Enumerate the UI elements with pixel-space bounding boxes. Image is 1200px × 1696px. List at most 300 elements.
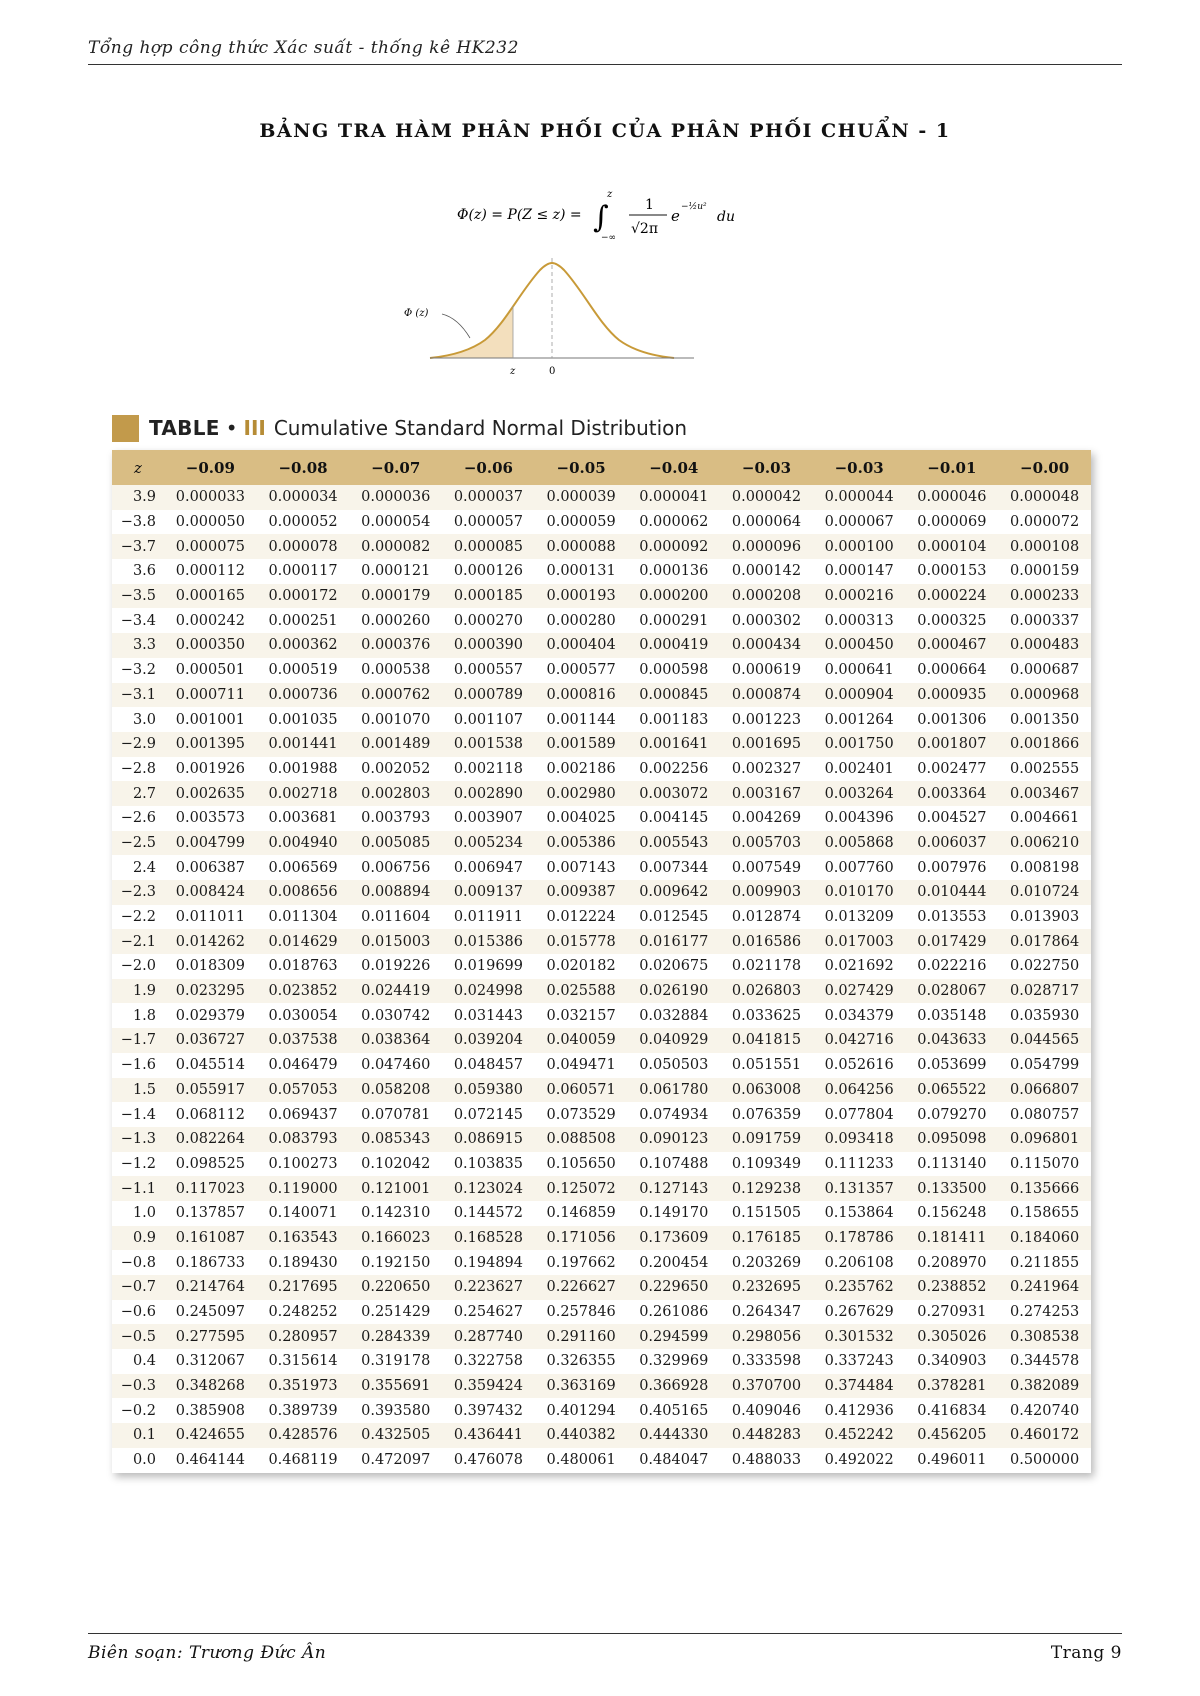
probability-cell: 0.476078 — [442, 1448, 535, 1473]
probability-cell: 0.355691 — [349, 1374, 442, 1399]
probability-cell: 0.420740 — [998, 1398, 1091, 1423]
probability-cell: 0.424655 — [164, 1423, 257, 1448]
z-value-cell: 0.0 — [112, 1448, 164, 1473]
page-number: Trang 9 — [1050, 1643, 1122, 1663]
probability-cell: 0.254627 — [442, 1300, 535, 1325]
probability-cell: 0.374484 — [813, 1374, 906, 1399]
probability-cell: 0.012545 — [627, 905, 720, 930]
probability-cell: 0.000260 — [349, 608, 442, 633]
table-row — [112, 1176, 1091, 1201]
probability-cell: 0.267629 — [813, 1300, 906, 1325]
probability-cell: 0.000390 — [442, 633, 535, 658]
probability-cell: 0.000557 — [442, 658, 535, 683]
probability-cell: 0.452242 — [813, 1423, 906, 1448]
probability-cell: 0.040929 — [627, 1028, 720, 1053]
probability-cell: 0.000404 — [535, 633, 628, 658]
probability-cell: 0.000052 — [257, 510, 350, 535]
probability-cell: 0.010724 — [998, 880, 1091, 905]
probability-cell: 0.366928 — [627, 1374, 720, 1399]
probability-cell: 0.000059 — [535, 510, 628, 535]
probability-cell: 0.393580 — [349, 1398, 442, 1423]
probability-cell: 0.000165 — [164, 584, 257, 609]
probability-cell: 0.000088 — [535, 534, 628, 559]
z-value-cell: 3.0 — [112, 707, 164, 732]
probability-cell: 0.409046 — [720, 1398, 813, 1423]
probability-cell: 0.000121 — [349, 559, 442, 584]
probability-cell: 0.315614 — [257, 1349, 350, 1374]
probability-cell: 0.000100 — [813, 534, 906, 559]
column-header: −0.06 — [442, 450, 535, 485]
table-caption: Cumulative Standard Normal Distribution — [273, 416, 688, 440]
probability-cell: 0.194894 — [442, 1250, 535, 1275]
probability-cell: 0.000968 — [998, 683, 1091, 708]
probability-cell: 0.007760 — [813, 855, 906, 880]
header-row — [112, 450, 1091, 485]
probability-cell: 0.068112 — [164, 1102, 257, 1127]
probability-cell: 0.448283 — [720, 1423, 813, 1448]
probability-cell: 0.211855 — [998, 1250, 1091, 1275]
column-header: −0.01 — [906, 450, 999, 485]
probability-cell: 0.428576 — [257, 1423, 350, 1448]
probability-cell: 0.001001 — [164, 707, 257, 732]
probability-cell: 0.280957 — [257, 1324, 350, 1349]
probability-cell: 0.133500 — [906, 1176, 999, 1201]
probability-cell: 0.077804 — [813, 1102, 906, 1127]
probability-cell: 0.270931 — [906, 1300, 999, 1325]
probability-cell: 0.000034 — [257, 485, 350, 510]
z-value-cell: −2.3 — [112, 880, 164, 905]
z-value-cell: −2.5 — [112, 831, 164, 856]
table-heading-swatch — [112, 415, 139, 442]
probability-cell: 0.000112 — [164, 559, 257, 584]
probability-cell: 0.412936 — [813, 1398, 906, 1423]
probability-cell: 0.013209 — [813, 905, 906, 930]
table-row — [112, 510, 1091, 535]
probability-cell: 0.012224 — [535, 905, 628, 930]
probability-cell: 0.003167 — [720, 781, 813, 806]
probability-cell: 0.008656 — [257, 880, 350, 905]
probability-cell: 0.002327 — [720, 757, 813, 782]
probability-cell: 0.001489 — [349, 732, 442, 757]
probability-cell: 0.002052 — [349, 757, 442, 782]
probability-cell: 0.000467 — [906, 633, 999, 658]
probability-cell: 0.006037 — [906, 831, 999, 856]
probability-cell: 0.397432 — [442, 1398, 535, 1423]
probability-cell: 0.030742 — [349, 1003, 442, 1028]
z-value-cell: −2.6 — [112, 806, 164, 831]
table-row — [112, 707, 1091, 732]
probability-cell: 0.095098 — [906, 1127, 999, 1152]
probability-cell: 0.072145 — [442, 1102, 535, 1127]
probability-cell: 0.161087 — [164, 1226, 257, 1251]
probability-cell: 0.000044 — [813, 485, 906, 510]
probability-cell: 0.340903 — [906, 1349, 999, 1374]
probability-cell: 0.232695 — [720, 1275, 813, 1300]
probability-cell: 0.003072 — [627, 781, 720, 806]
probability-cell: 0.131357 — [813, 1176, 906, 1201]
probability-cell: 0.000042 — [720, 485, 813, 510]
probability-cell: 0.006756 — [349, 855, 442, 880]
probability-cell: 0.001750 — [813, 732, 906, 757]
probability-cell: 0.098525 — [164, 1152, 257, 1177]
probability-cell: 0.000519 — [257, 658, 350, 683]
z-value-cell: −3.2 — [112, 658, 164, 683]
probability-cell: 0.156248 — [906, 1201, 999, 1226]
probability-cell: 0.500000 — [998, 1448, 1091, 1473]
probability-cell: 0.003573 — [164, 806, 257, 831]
probability-cell: 0.416834 — [906, 1398, 999, 1423]
probability-cell: 0.002803 — [349, 781, 442, 806]
probability-cell: 0.003681 — [257, 806, 350, 831]
probability-cell: 0.000069 — [906, 510, 999, 535]
probability-cell: 0.018309 — [164, 954, 257, 979]
probability-cell: 0.484047 — [627, 1448, 720, 1473]
probability-cell: 0.184060 — [998, 1226, 1091, 1251]
table-row — [112, 1324, 1091, 1349]
table-row — [112, 1102, 1091, 1127]
probability-cell: 0.006947 — [442, 855, 535, 880]
probability-cell: 0.000050 — [164, 510, 257, 535]
probability-cell: 0.085343 — [349, 1127, 442, 1152]
table-row — [112, 979, 1091, 1004]
probability-cell: 0.109349 — [720, 1152, 813, 1177]
table-row — [112, 831, 1091, 856]
probability-cell: 0.001144 — [535, 707, 628, 732]
probability-cell: 0.001107 — [442, 707, 535, 732]
probability-cell: 0.245097 — [164, 1300, 257, 1325]
probability-cell: 0.178786 — [813, 1226, 906, 1251]
z-column-header: z — [112, 450, 164, 485]
probability-cell: 0.107488 — [627, 1152, 720, 1177]
normal-curve-figure — [404, 248, 770, 378]
probability-cell: 0.005868 — [813, 831, 906, 856]
probability-cell: 0.013553 — [906, 905, 999, 930]
probability-cell: 0.344578 — [998, 1349, 1091, 1374]
probability-cell: 0.007143 — [535, 855, 628, 880]
column-header: −0.04 — [627, 450, 720, 485]
probability-cell: 0.189430 — [257, 1250, 350, 1275]
cdf-formula — [455, 185, 755, 245]
probability-cell: 0.079270 — [906, 1102, 999, 1127]
column-header: −0.05 — [535, 450, 628, 485]
probability-cell: 0.000302 — [720, 608, 813, 633]
probability-cell: 0.082264 — [164, 1127, 257, 1152]
table-row — [112, 1152, 1091, 1177]
probability-cell: 0.000216 — [813, 584, 906, 609]
probability-cell: 0.024998 — [442, 979, 535, 1004]
table-heading — [112, 413, 687, 443]
table-row — [112, 1374, 1091, 1399]
probability-cell: 0.036727 — [164, 1028, 257, 1053]
probability-cell: 0.011911 — [442, 905, 535, 930]
probability-cell: 0.000350 — [164, 633, 257, 658]
table-row — [112, 1398, 1091, 1423]
probability-cell: 0.032157 — [535, 1003, 628, 1028]
zero-tick-label: 0 — [549, 366, 556, 377]
column-header: −0.03 — [813, 450, 906, 485]
probability-cell: 0.000619 — [720, 658, 813, 683]
probability-cell: 0.000224 — [906, 584, 999, 609]
probability-cell: 0.000036 — [349, 485, 442, 510]
probability-cell: 0.052616 — [813, 1053, 906, 1078]
probability-cell: 0.000072 — [998, 510, 1091, 535]
probability-cell: 0.001538 — [442, 732, 535, 757]
probability-cell: 0.460172 — [998, 1423, 1091, 1448]
probability-cell: 0.251429 — [349, 1300, 442, 1325]
probability-cell: 0.005085 — [349, 831, 442, 856]
probability-cell: 0.000816 — [535, 683, 628, 708]
probability-cell: 0.050503 — [627, 1053, 720, 1078]
table-row — [112, 1349, 1091, 1374]
table-row — [112, 559, 1091, 584]
table-row — [112, 1250, 1091, 1275]
probability-cell: 0.000046 — [906, 485, 999, 510]
probability-cell: 0.113140 — [906, 1152, 999, 1177]
probability-cell: 0.370700 — [720, 1374, 813, 1399]
probability-cell: 0.086915 — [442, 1127, 535, 1152]
probability-cell: 0.241964 — [998, 1275, 1091, 1300]
probability-cell: 0.000096 — [720, 534, 813, 559]
probability-cell: 0.333598 — [720, 1349, 813, 1374]
z-value-cell: −1.4 — [112, 1102, 164, 1127]
probability-cell: 0.436441 — [442, 1423, 535, 1448]
table-row — [112, 658, 1091, 683]
probability-cell: 0.000711 — [164, 683, 257, 708]
probability-cell: 0.012874 — [720, 905, 813, 930]
probability-cell: 0.008894 — [349, 880, 442, 905]
probability-cell: 0.010170 — [813, 880, 906, 905]
probability-cell: 0.257846 — [535, 1300, 628, 1325]
probability-cell: 0.468119 — [257, 1448, 350, 1473]
phi-arrow — [442, 314, 470, 338]
table-bullet: • — [225, 416, 238, 440]
probability-cell: 0.000039 — [535, 485, 628, 510]
probability-cell: 0.401294 — [535, 1398, 628, 1423]
probability-cell: 0.032884 — [627, 1003, 720, 1028]
probability-cell: 0.000092 — [627, 534, 720, 559]
probability-cell: 0.076359 — [720, 1102, 813, 1127]
probability-cell: 0.005543 — [627, 831, 720, 856]
probability-cell: 0.001350 — [998, 707, 1091, 732]
table-row — [112, 929, 1091, 954]
probability-cell: 0.351973 — [257, 1374, 350, 1399]
probability-cell: 0.000501 — [164, 658, 257, 683]
probability-cell: 0.322758 — [442, 1349, 535, 1374]
probability-cell: 0.385908 — [164, 1398, 257, 1423]
probability-cell: 0.000041 — [627, 485, 720, 510]
probability-cell: 0.025588 — [535, 979, 628, 1004]
probability-cell: 0.001641 — [627, 732, 720, 757]
table-row — [112, 584, 1091, 609]
probability-cell: 0.000687 — [998, 658, 1091, 683]
probability-cell: 0.359424 — [442, 1374, 535, 1399]
probability-cell: 0.026803 — [720, 979, 813, 1004]
formula-exponent: −½u² — [681, 202, 707, 212]
z-value-cell: −2.8 — [112, 757, 164, 782]
probability-cell: 0.363169 — [535, 1374, 628, 1399]
probability-cell: 0.000153 — [906, 559, 999, 584]
probability-cell: 0.319178 — [349, 1349, 442, 1374]
probability-cell: 0.001183 — [627, 707, 720, 732]
probability-cell: 0.173609 — [627, 1226, 720, 1251]
probability-cell: 0.005386 — [535, 831, 628, 856]
probability-cell: 0.011604 — [349, 905, 442, 930]
probability-cell: 0.277595 — [164, 1324, 257, 1349]
probability-cell: 0.000075 — [164, 534, 257, 559]
table-row — [112, 1053, 1091, 1078]
probability-cell: 0.168528 — [442, 1226, 535, 1251]
probability-cell: 0.020182 — [535, 954, 628, 979]
probability-cell: 0.103835 — [442, 1152, 535, 1177]
normal-table — [112, 450, 1091, 1473]
footer-author: Biên soạn: Trương Đức Ân — [88, 1643, 327, 1663]
z-value-cell: 3.6 — [112, 559, 164, 584]
probability-cell: 0.000845 — [627, 683, 720, 708]
z-value-cell: 2.7 — [112, 781, 164, 806]
probability-cell: 0.337243 — [813, 1349, 906, 1374]
probability-cell: 0.000037 — [442, 485, 535, 510]
probability-cell: 0.001926 — [164, 757, 257, 782]
probability-cell: 0.000062 — [627, 510, 720, 535]
probability-cell: 0.096801 — [998, 1127, 1091, 1152]
probability-cell: 0.037538 — [257, 1028, 350, 1053]
probability-cell: 0.001306 — [906, 707, 999, 732]
probability-cell: 0.102042 — [349, 1152, 442, 1177]
probability-cell: 0.472097 — [349, 1448, 442, 1473]
formula-lower-limit: −∞ — [601, 233, 617, 243]
probability-cell: 0.002980 — [535, 781, 628, 806]
probability-cell: 0.000419 — [627, 633, 720, 658]
probability-cell: 0.488033 — [720, 1448, 813, 1473]
probability-cell: 0.000362 — [257, 633, 350, 658]
probability-cell: 0.004527 — [906, 806, 999, 831]
formula-denominator: √2π — [631, 221, 659, 237]
probability-cell: 0.064256 — [813, 1078, 906, 1103]
probability-cell: 0.042716 — [813, 1028, 906, 1053]
probability-cell: 0.140071 — [257, 1201, 350, 1226]
z-value-cell: −3.8 — [112, 510, 164, 535]
probability-cell: 0.060571 — [535, 1078, 628, 1103]
probability-cell: 0.049471 — [535, 1053, 628, 1078]
probability-cell: 0.274253 — [998, 1300, 1091, 1325]
probability-cell: 0.229650 — [627, 1275, 720, 1300]
probability-cell: 0.197662 — [535, 1250, 628, 1275]
column-header: −0.03 — [720, 450, 813, 485]
probability-cell: 0.192150 — [349, 1250, 442, 1275]
probability-cell: 0.043633 — [906, 1028, 999, 1053]
probability-cell: 0.021692 — [813, 954, 906, 979]
probability-cell: 0.014629 — [257, 929, 350, 954]
probability-cell: 0.053699 — [906, 1053, 999, 1078]
z-value-cell: −1.2 — [112, 1152, 164, 1177]
probability-cell: 0.119000 — [257, 1176, 350, 1201]
probability-cell: 0.063008 — [720, 1078, 813, 1103]
probability-cell: 0.121001 — [349, 1176, 442, 1201]
table-row — [112, 534, 1091, 559]
probability-cell: 0.017003 — [813, 929, 906, 954]
probability-cell: 0.284339 — [349, 1324, 442, 1349]
probability-cell: 0.326355 — [535, 1349, 628, 1374]
probability-cell: 0.028067 — [906, 979, 999, 1004]
probability-cell: 0.002555 — [998, 757, 1091, 782]
probability-cell: 0.035930 — [998, 1003, 1091, 1028]
probability-cell: 0.005703 — [720, 831, 813, 856]
z-tick-label: z — [510, 366, 516, 377]
probability-cell: 0.015778 — [535, 929, 628, 954]
probability-cell: 0.046479 — [257, 1053, 350, 1078]
probability-cell: 0.444330 — [627, 1423, 720, 1448]
footer-rule — [88, 1633, 1122, 1634]
z-value-cell: −1.6 — [112, 1053, 164, 1078]
probability-cell: 0.034379 — [813, 1003, 906, 1028]
z-value-cell: −2.0 — [112, 954, 164, 979]
probability-cell: 0.000193 — [535, 584, 628, 609]
table-row — [112, 1448, 1091, 1473]
probability-cell: 0.127143 — [627, 1176, 720, 1201]
probability-cell: 0.206108 — [813, 1250, 906, 1275]
probability-cell: 0.123024 — [442, 1176, 535, 1201]
probability-cell: 0.030054 — [257, 1003, 350, 1028]
probability-cell: 0.016177 — [627, 929, 720, 954]
table-row — [112, 732, 1091, 757]
probability-cell: 0.044565 — [998, 1028, 1091, 1053]
probability-cell: 0.389739 — [257, 1398, 350, 1423]
probability-cell: 0.287740 — [442, 1324, 535, 1349]
probability-cell: 0.105650 — [535, 1152, 628, 1177]
probability-cell: 0.026190 — [627, 979, 720, 1004]
z-value-cell: −3.7 — [112, 534, 164, 559]
probability-cell: 0.057053 — [257, 1078, 350, 1103]
probability-cell: 0.022750 — [998, 954, 1091, 979]
probability-cell: 0.023295 — [164, 979, 257, 1004]
probability-cell: 0.047460 — [349, 1053, 442, 1078]
z-value-cell: −1.7 — [112, 1028, 164, 1053]
table-row — [112, 633, 1091, 658]
probability-cell: 0.000185 — [442, 584, 535, 609]
table-row — [112, 1201, 1091, 1226]
probability-cell: 0.000057 — [442, 510, 535, 535]
probability-cell: 0.000233 — [998, 584, 1091, 609]
probability-cell: 0.020675 — [627, 954, 720, 979]
z-value-cell: −0.5 — [112, 1324, 164, 1349]
probability-cell: 0.261086 — [627, 1300, 720, 1325]
probability-cell: 0.019226 — [349, 954, 442, 979]
probability-cell: 0.000131 — [535, 559, 628, 584]
probability-cell: 0.027429 — [813, 979, 906, 1004]
z-value-cell: −1.3 — [112, 1127, 164, 1152]
probability-cell: 0.002401 — [813, 757, 906, 782]
table-row — [112, 1423, 1091, 1448]
page-title: BẢNG TRA HÀM PHÂN PHỐI CỦA PHÂN PHỐI CHUẨN - 1 — [259, 120, 951, 142]
probability-cell: 0.000200 — [627, 584, 720, 609]
probability-cell: 0.456205 — [906, 1423, 999, 1448]
table-row — [112, 855, 1091, 880]
z-value-cell: 0.4 — [112, 1349, 164, 1374]
table-container — [112, 450, 1091, 1473]
probability-cell: 0.004025 — [535, 806, 628, 831]
table-row — [112, 954, 1091, 979]
probability-cell: 0.033625 — [720, 1003, 813, 1028]
probability-cell: 0.000054 — [349, 510, 442, 535]
probability-cell: 0.003264 — [813, 781, 906, 806]
column-header: −0.00 — [998, 450, 1091, 485]
table-row — [112, 485, 1091, 510]
probability-cell: 0.115070 — [998, 1152, 1091, 1177]
probability-cell: 0.004661 — [998, 806, 1091, 831]
probability-cell: 0.432505 — [349, 1423, 442, 1448]
probability-cell: 0.006387 — [164, 855, 257, 880]
probability-cell: 0.035148 — [906, 1003, 999, 1028]
